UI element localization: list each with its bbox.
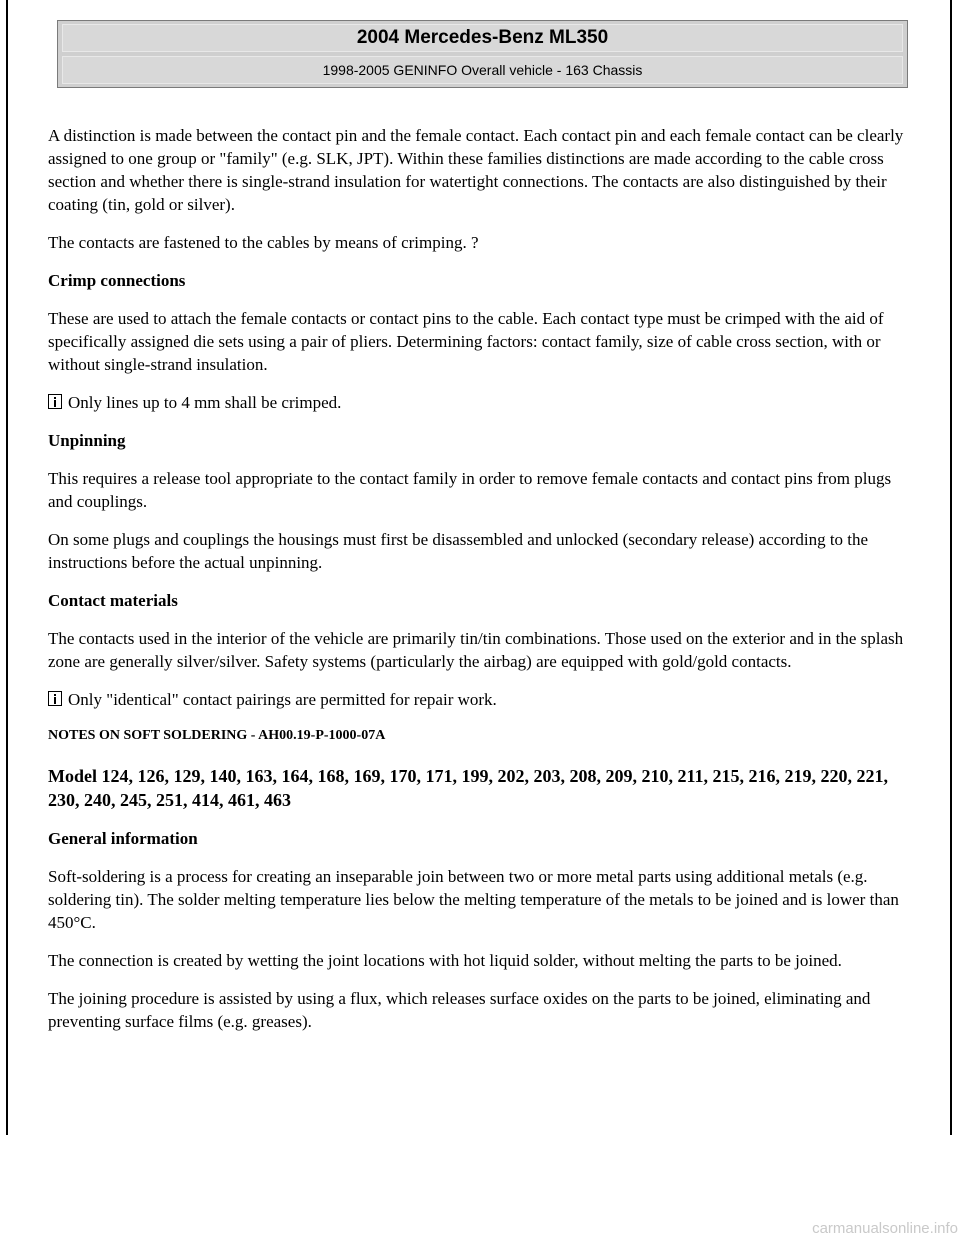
paragraph: Soft-soldering is a process for creating an inseparable join between two or more metal parts using additional metals (e.g. soldering tin). The solder melting temperature lies below the melting temperature of the metals to be joined and is lower than 450°C. xyxy=(48,867,899,932)
note-line xyxy=(48,391,912,414)
paragraph: The contacts are fastened to the cables by means of crimping. ? xyxy=(48,233,479,252)
watermark: carmanualsonline.info xyxy=(812,1220,958,1237)
note-text: Only lines up to 4 mm shall be crimped. xyxy=(68,393,342,412)
document-body xyxy=(48,124,912,1048)
section-heading: Crimp connections xyxy=(48,271,186,290)
paragraph: The joining procedure is assisted by using a flux, which releases surface oxides on the parts to be joined, eliminating and preventing surface films (e.g. greases). xyxy=(48,989,871,1031)
info-icon xyxy=(48,394,62,409)
note-line xyxy=(48,688,912,711)
section-heading: Contact materials xyxy=(48,591,178,610)
model-list: Model 124, 126, 129, 140, 163, 164, 168, 169, 170, 171, 199, 202, 203, 208, 209, 210, 211, 215, 216, 219, 220, 221, 230, 240, 245, 251, 414, 461, 463 xyxy=(48,766,888,810)
paragraph: On some plugs and couplings the housings must first be disassembled and unlocked (secondary release) according to the instructions before the actual unpinning. xyxy=(48,530,869,572)
section-heading: Unpinning xyxy=(48,431,126,450)
info-icon xyxy=(48,691,62,706)
header-subtitle: 1998-2005 GENINFO Overall vehicle - 163 Chassis xyxy=(62,56,903,84)
paragraph: The connection is created by wetting the joint locations with hot liquid solder, without melting the parts to be joined. xyxy=(48,951,842,970)
document-header xyxy=(57,20,908,88)
paragraph: These are used to attach the female contacts or contact pins to the cable. Each contact type must be crimped with the aid of specifically assigned die sets using a pair of pliers. Determining factors: contact family, size of cable cross section, with or without single-strand insulation. xyxy=(48,309,884,374)
header-title: 2004 Mercedes-Benz ML350 xyxy=(62,24,903,52)
paragraph: This requires a release tool appropriate to the contact family in order to remove female contacts and contact pins from plugs and couplings. xyxy=(48,469,892,511)
paragraph: The contacts used in the interior of the vehicle are primarily tin/tin combinations. Those used on the exterior and in the splash zone are generally silver/silver. Safety systems (particularly the airbag) are equipped with gold/gold contacts. xyxy=(48,629,904,671)
section-heading: General information xyxy=(48,829,198,848)
page-border-right xyxy=(950,0,952,1135)
note-text: Only "identical" contact pairings are permitted for repair work. xyxy=(68,690,497,709)
procedure-title: NOTES ON SOFT SOLDERING - AH00.19-P-1000-07A xyxy=(48,728,386,743)
paragraph: A distinction is made between the contact pin and the female contact. Each contact pin and each female contact can be clearly assigned to one group or "family" (e.g. SLK, JPT). Within these families distinctions are made according to the cable cross section and whether there is single-strand insulation for watertight connections. The contacts are also distinguished by their coating (tin, gold or silver). xyxy=(48,126,904,214)
page-border-left xyxy=(6,0,8,1135)
